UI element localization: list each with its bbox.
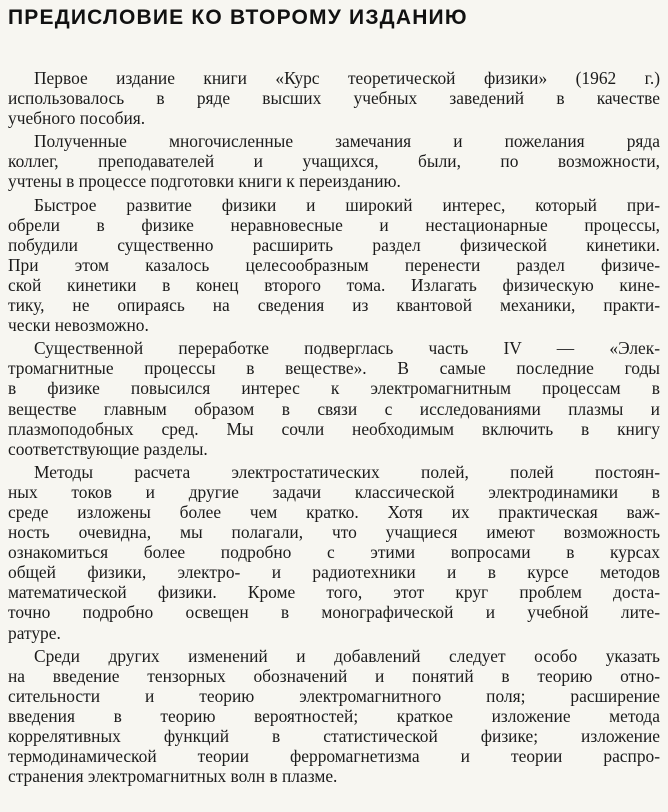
paragraph xyxy=(8,131,660,191)
text-line: введения в теорию вероятностей; краткое изложение метода xyxy=(8,705,660,726)
paragraph xyxy=(8,338,660,459)
paragraph xyxy=(8,195,660,336)
text-line: учтены в процессе подготовки книги к переизданию. xyxy=(8,171,401,192)
text-line: Быстрое развитие физики и широкий интерес, который при- xyxy=(34,194,660,215)
text-line: тромагнитные процессы в веществе». В самые последние годы xyxy=(8,358,660,379)
paragraph xyxy=(8,646,660,787)
text-line: коллег, преподавателей и учащихся, были, по возможности, xyxy=(8,151,660,172)
text-line: плазмоподобных сред. Мы сочли необходимым включить в книгу xyxy=(8,418,660,439)
text-line: использовалось в ряде высших учебных заведений в качестве xyxy=(8,88,660,109)
text-line: сительности и теорию электромагнитного поля; расширение xyxy=(8,685,660,706)
text-line: тику, не опираясь на сведения из квантовой механики, практи- xyxy=(8,295,660,316)
text-line: математической физики. Кроме того, этот круг проблем доста- xyxy=(8,582,660,603)
text-line: чески невозможно. xyxy=(8,315,149,336)
paragraph xyxy=(8,462,660,643)
text-line: побудили существенно расширить раздел физической кинетики. xyxy=(8,234,660,255)
text-line: точно подробно освещен в монографической и учебной лите- xyxy=(8,602,660,623)
body-text xyxy=(8,68,660,786)
text-line: общей физики, электро- и радиотехники и в курсе методов xyxy=(8,562,660,583)
text-line: термодинамической теории ферромагнетизма и теории распро- xyxy=(8,746,660,767)
text-line: ных токов и другие задачи классической электродинамики в xyxy=(8,481,660,502)
text-line: среде изложены более чем кратко. Хотя их практическая важ- xyxy=(8,501,660,522)
text-line: на введение тензорных обозначений и понятий в теорию отно- xyxy=(8,665,660,686)
text-line: в физике повысился интерес к электромагнитным процессам в xyxy=(8,378,660,399)
text-line: ской кинетики в конец второго тома. Излагать физическую кине- xyxy=(8,274,660,295)
text-line: ность очевидна, мы полагали, что учащиеся имеют возможность xyxy=(8,522,660,543)
text-line: обрели в физике неравновесные и нестационарные процессы, xyxy=(8,214,660,235)
text-line: странения электромагнитных волн в плазме. xyxy=(8,766,338,787)
text-line: Методы расчета электростатических полей, полей постоян- xyxy=(34,461,660,482)
paragraph xyxy=(8,68,660,128)
page-title: ПРЕДИСЛОВИЕ КО ВТОРОМУ ИЗДАНИЮ xyxy=(8,6,468,29)
text-line: ратуре. xyxy=(8,622,61,643)
text-line: При этом казалось целесообразным перенести раздел физиче- xyxy=(8,254,660,275)
text-line: Полученные многочисленные замечания и пожелания ряда xyxy=(34,131,660,152)
text-line: соответствующие разделы. xyxy=(8,438,208,459)
text-line: Среди других изменений и добавлений следует особо указать xyxy=(34,645,660,666)
text-line: коррелятивных функций в статистической физике; изложение xyxy=(8,726,660,746)
text-line: веществе главным образом в связи с исследованиями плазмы и xyxy=(8,398,660,419)
text-line: ознакомиться более подробно с этими вопросами в курсах xyxy=(8,542,660,563)
text-line: Существенной переработке подверглась часть IV — «Элек- xyxy=(34,338,660,359)
text-line: учебного пособия. xyxy=(8,108,146,129)
text-line: Первое издание книги «Курс теоретической физики» (1962 г.) xyxy=(34,68,660,88)
